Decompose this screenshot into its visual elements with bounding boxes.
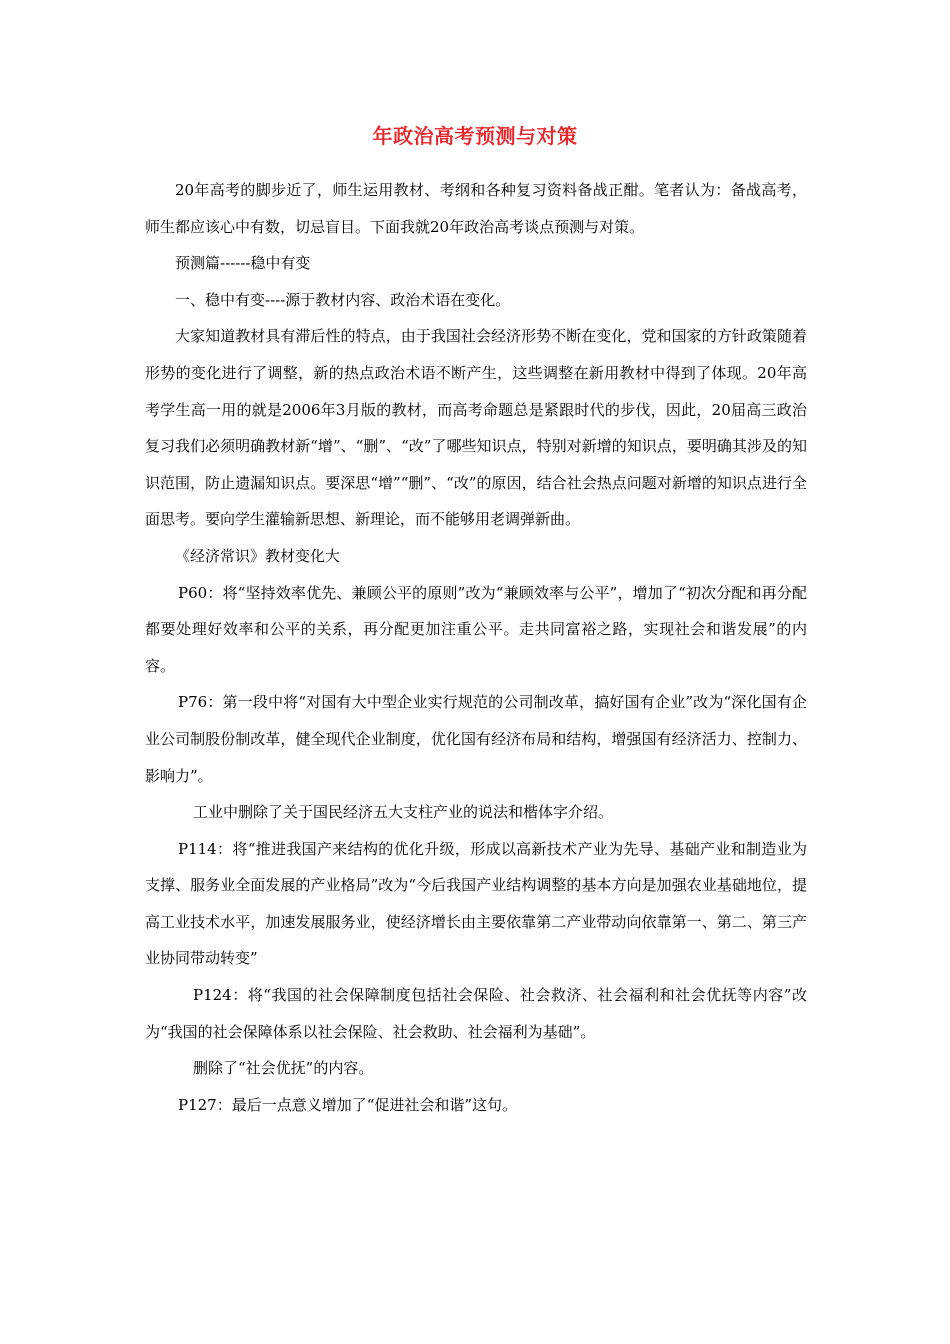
- paragraph-p127: P127：最后一点意义增加了“促进社会和谐”这句。: [178, 1095, 518, 1114]
- section-heading-forecast: 预测篇------稳中有变: [175, 254, 311, 273]
- paragraph-p76: P76：第一段中将“对国有大中型企业实行规范的公司制改革，搞好国有企业”改为“深化国有企业公司制股份制改革，健全现代企业制度，优化国有经济布局和结构，增强国有经济活力、控制力、影响力”。: [145, 693, 807, 785]
- paragraph-p114: P114：将“推进我国产来结构的优化升级，形成以高新技术产业为先导、基础产业和制造业为支撑、服务业全面发展的产业格局”改为“今后我国产业结构调整的基本方向是加强农业基础地位，提高工业技术水平，加速发展服务业，使经济增长由主要依靠第二产业带动向依靠第一、第二、第三产业协同带动转变”: [145, 839, 807, 968]
- subheading-economics-textbook: 《经济常识》教材变化大: [175, 546, 341, 565]
- subheading-stable-change: 一、稳中有变----源于教材内容、政治术语在变化。: [175, 290, 511, 309]
- paragraph-p124: P124：将“我国的社会保障制度包括社会保险、社会救济、社会福利和社会优抚等内容”改为“我国的社会保障体系以社会保险、社会救助、社会福利为基础”。: [145, 986, 807, 1041]
- paragraph-p60: P60：将“坚持效率优先、兼顾公平的原则”改为“兼顾效率与公平”，增加了“初次分配和再分配都要处理好效率和公平的关系，再分配更加注重公平。走共同富裕之路，实现社会和谐发展”的内容。: [145, 583, 807, 675]
- document-title: 年政治高考预测与对策: [372, 124, 578, 148]
- paragraph-social-care-deletion: 删除了“社会优抚”的内容。: [193, 1059, 374, 1078]
- paragraph-intro: 20年高考的脚步近了，师生运用教材、考纲和各种复习资料备战正酣。笔者认为：备战高考，师生都应该心中有数，切忌盲目。下面我就20年政治高考谈点预测与对策。: [145, 181, 807, 236]
- document-body: [145, 172, 807, 1123]
- paragraph-industry-deletion: 工业中删除了关于国民经济五大支柱产业的说法和楷体字介绍。: [193, 803, 614, 822]
- paragraph-textbook-lag: 大家知道教材具有滞后性的特点，由于我国社会经济形势不断在变化，党和国家的方针政策随着形势的变化进行了调整，新的热点政治术语不断产生，这些调整在新用教材中得到了体现。20年高考学生高一用的就是2006年3月版的教材，而高考命题总是紧跟时代的步伐，因此，20届高三政治复习我们必须明确教材新“增”、“删”、“改”了哪些知识点，特别对新增的知识点，要明确其涉及的知识范围，防止遗漏知识点。要深思“增”“删”、“改”的原因，结合社会热点问题对新增的知识点进行全面思考。要向学生灌输新思想、新理论，而不能够用老调弹新曲。: [145, 327, 807, 529]
